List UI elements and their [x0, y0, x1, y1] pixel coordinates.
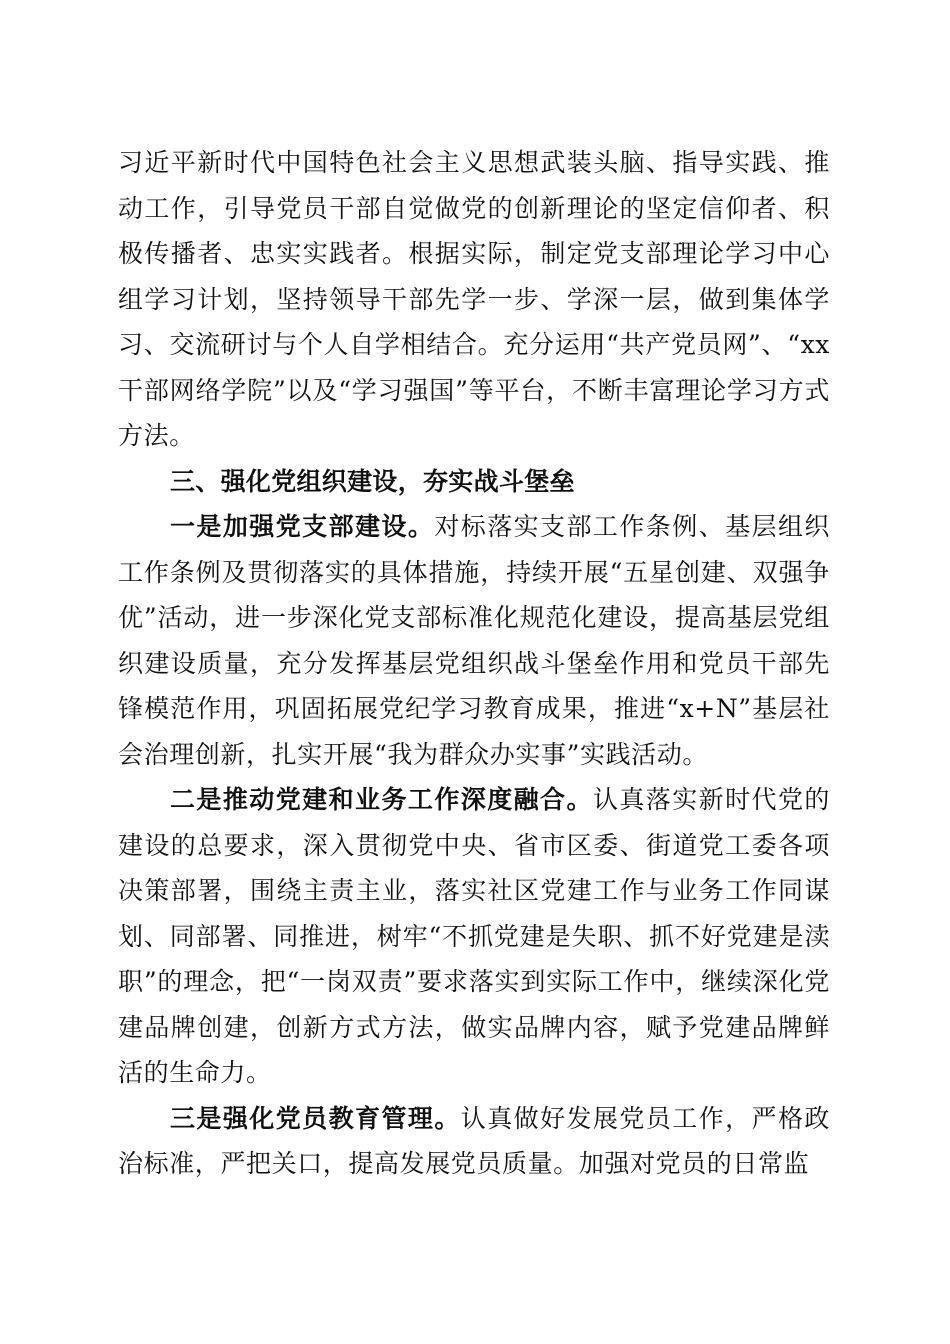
item-lead-1: 一是加强党支部建设。	[170, 512, 435, 541]
section-heading: 三、强化党组织建设，夯实战斗堡垒	[170, 466, 575, 496]
item-body-1: 对标落实支部工作条例、基层组织工作条例及贯彻落实的具体措施，持续开展“五星创建、双强争优”活动，进一步深化党支部标准化规范化建设，提高基层党组织建设质量，充分发挥基层党组织战斗堡垒作用和党员干部先锋模范作用，巩固拓展党纪学习教育成果，推进“x+N”基层社会治理创新，扎实开展“我为群众办实事”实践活动。	[118, 512, 830, 769]
item-paragraph-3	[118, 1096, 830, 1187]
item-body-3: 认真做好发展党员工作，严格政治标准，严把关口，提高发展党员质量。加强对党员的日常监	[118, 1103, 830, 1178]
intro-paragraph: 习近平新时代中国特色社会主义思想武装头脑、指导实践、推动工作，引导党员干部自觉做党的创新理论的坚定信仰者、积极传播者、忠实实践者。根据实际，制定党支部理论学习中心组学习计划，坚持领导干部先学一步、学深一层，做到集体学习、交流研讨与个人自学相结合。充分运用“共产党员网”、“xx干部网络学院”以及“学习强国”等平台，不断丰富理论学习方式方法。	[118, 148, 830, 450]
item-paragraph-2	[118, 777, 830, 1096]
item-lead-3: 三是强化党员教育管理。	[170, 1103, 461, 1133]
item-paragraph-1	[118, 504, 830, 777]
item-lead-2: 二是推动党建和业务工作深度融合。	[170, 785, 593, 814]
document-body	[118, 140, 830, 1187]
item-body-2: 认真落实新时代党的建设的总要求，深入贯彻党中央、省市区委、街道党工委各项决策部署，围绕主责主业，落实社区党建工作与业务工作同谋划、同部署、同推进，树牢“不抓党建是失职、抓不好党建是渎职”的理念，把“一岗双责”要求落实到实际工作中，继续深化党建品牌创建，创新方式方法，做实品牌内容，赋予党建品牌鲜活的生命力。	[118, 785, 830, 1087]
